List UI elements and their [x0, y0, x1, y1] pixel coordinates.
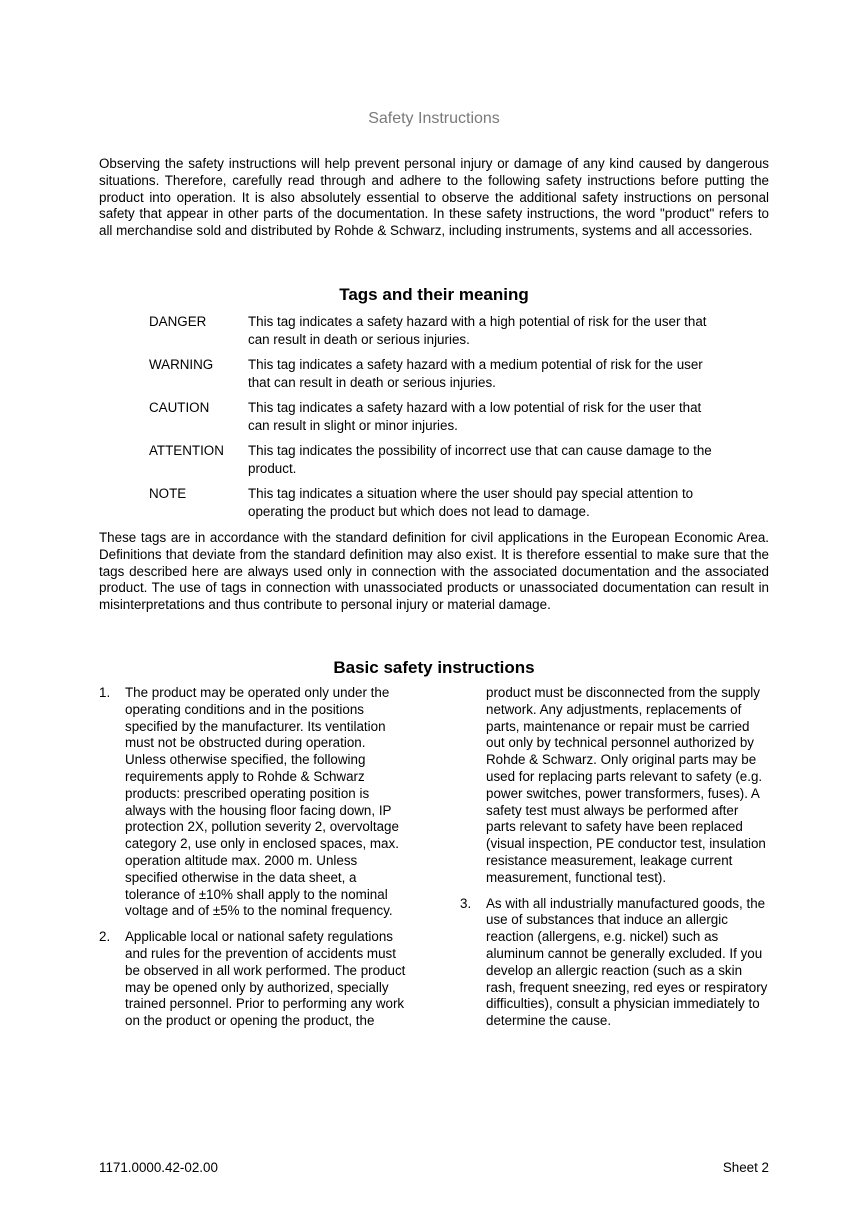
tag-definition: This tag indicates a situation where the user should pay special attention to operating the product but which does not lead to damage.: [248, 486, 694, 519]
tag-row-danger: [149, 313, 729, 348]
tag-row-attention: [149, 442, 729, 477]
list-item: [460, 896, 770, 1030]
right-column: [460, 685, 770, 1039]
tag-definition: This tag indicates a safety hazard with a high potential of risk for the user that can result in death or serious injuries.: [248, 314, 707, 347]
basic-safety-heading: Basic safety instructions: [333, 658, 535, 677]
list-item: [99, 929, 409, 1030]
document-number: 1171.0000.42-02.00: [99, 1160, 218, 1175]
item-text: The product may be operated only under the operating conditions and in the positions specified by the manufacturer. Its ventilation must not be obstructed during operation. Unless otherwise specified, the following requirements apply to Rohde & Schwarz products: prescribed operating position is always with the housing floor facing down, IP protection 2X, pollution severity 2, overvoltage category 2, use only in enclosed spaces, max. operation altitude max. 2000 m. Unless specified otherwise in the data sheet, a tolerance of ±10% shall apply to the nominal voltage and of ±5% to the nominal frequency.: [125, 685, 399, 919]
tags-heading: Tags and their meaning: [339, 285, 529, 304]
tag-row-warning: [149, 356, 729, 391]
item-number: 3.: [460, 895, 472, 911]
sheet-number: Sheet 2: [722, 1160, 769, 1175]
tag-definition: This tag indicates a safety hazard with a low potential of risk for the user that can result in slight or minor injuries.: [248, 400, 702, 433]
list-item: [99, 685, 409, 920]
list-item-continued: [460, 685, 770, 887]
tag-term: DANGER: [149, 314, 207, 329]
item-number: 1.: [99, 685, 111, 700]
left-column: [99, 685, 409, 1039]
tag-row-caution: [149, 399, 729, 434]
tag-term: WARNING: [149, 357, 214, 372]
tag-definition: This tag indicates the possibility of incorrect use that can cause damage to the product.: [248, 443, 712, 476]
page-title: Safety Instructions: [368, 110, 500, 127]
intro-paragraph: Observing the safety instructions will help prevent personal injury or damage of any kind caused by dangerous situations. Therefore, carefully read through and adhere to the following safety instructions before putting the product into operation. It is also absolutely essential to observe the additional safety instructions on personal safety that appear in other parts of the documentation. In these safety instructions, the word "product" refers to all merchandise sold and distributed by Rohde & Schwarz, including instruments, systems and all accessories.: [99, 156, 769, 239]
item-number: [460, 685, 486, 887]
tags-note-paragraph: These tags are in accordance with the standard definition for civil applications in the European Economic Area. Definitions that deviate from the standard definition may also exist. It is therefore essential to make sure that the tags described here are always used only in connection with the associated documentation and the associated product. The use of tags in connection with unassociated products or unassociated documentation can result in misinterpretations and thus contribute to personal injury or material damage.: [99, 530, 769, 613]
item-number: 2.: [99, 929, 111, 945]
item-text: Applicable local or national safety regulations and rules for the prevention of accidents must be observed in all work performed. The product may be opened only by authorized, specially trained personnel. Prior to performing any work on the product or opening the product, the: [125, 929, 406, 1029]
item-text: product must be disconnected from the supply network. Any adjustments, replacements of parts, maintenance or repair must be carried out only by technical personnel authorized by Rohde & Schwarz. Only original parts may be used for replacing parts relevant to safety (e.g. power switches, power transformers, fuses). A safety test must always be performed after parts relevant to safety have been replaced (visual inspection, PE conductor test, insulation resistance measurement, leakage current measurement, functional test).: [486, 685, 766, 885]
tag-term: NOTE: [149, 486, 187, 501]
item-text: As with all industrially manufactured goods, the use of substances that induce an allergic reaction (allergens, e.g. nickel) such as aluminum cannot be generally excluded. If you develop an allergic reaction (such as a skin rash, frequent sneezing, red eyes or respiratory difficulties), consult a physician immediately to determine the cause.: [486, 895, 768, 1029]
tag-term: CAUTION: [149, 400, 210, 415]
tag-term: ATTENTION: [149, 443, 224, 458]
tag-definition: This tag indicates a safety hazard with a medium potential of risk for the user that can result in death or serious injuries.: [248, 357, 703, 390]
tags-list: [149, 313, 729, 528]
tag-row-note: [149, 485, 729, 520]
